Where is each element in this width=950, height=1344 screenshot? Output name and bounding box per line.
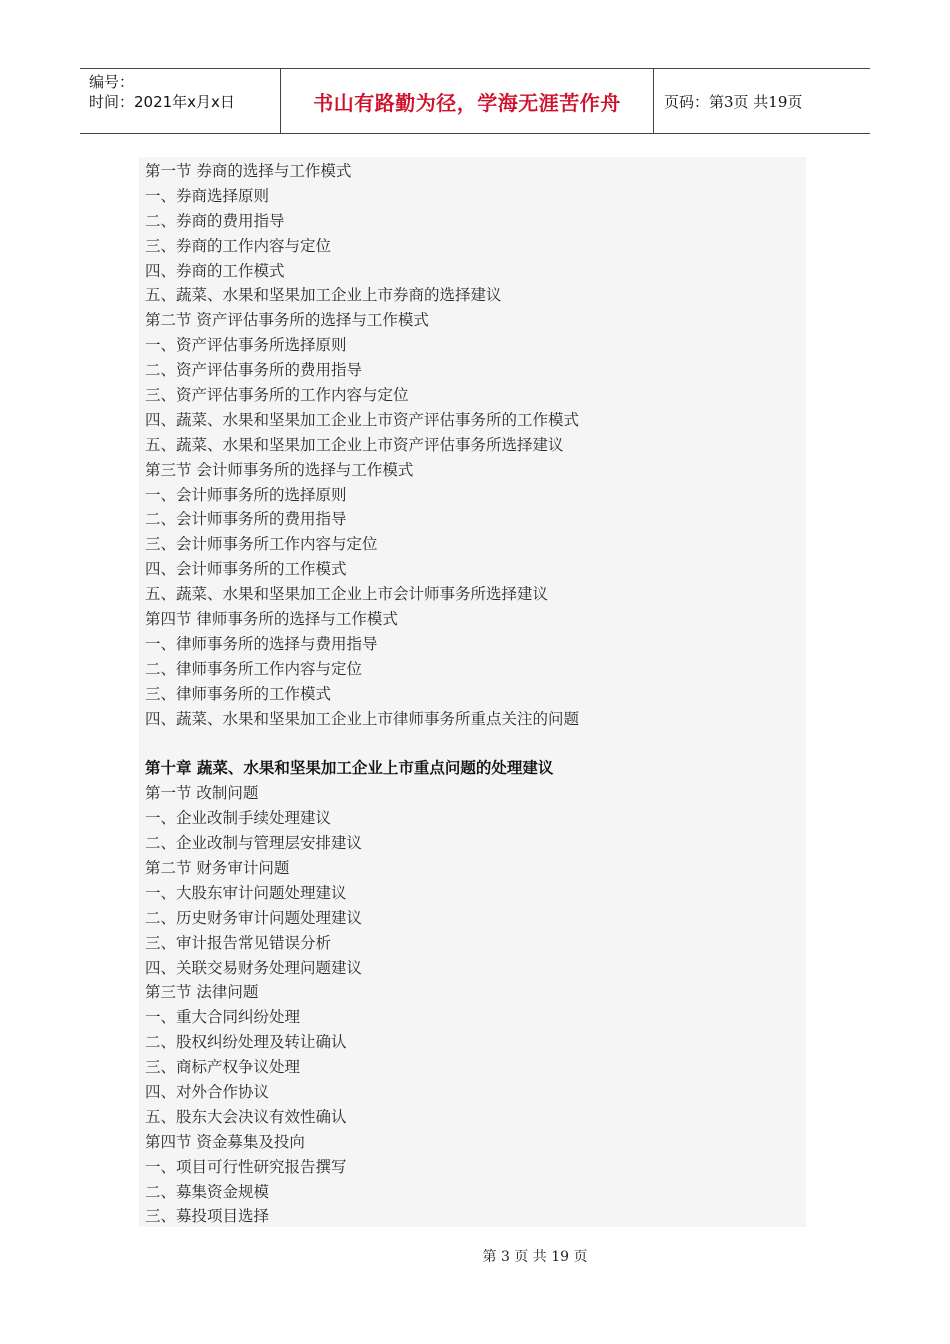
toc-item: 三、募投项目选择 xyxy=(145,1207,270,1226)
table-of-contents xyxy=(145,159,579,1229)
toc-item: 四、券商的工作模式 xyxy=(145,261,285,280)
toc-item: 四、蔬菜、水果和坚果加工企业上市资产评估事务所的工作模式 xyxy=(145,410,580,429)
toc-item: 二、历史财务审计问题处理建议 xyxy=(145,908,363,927)
toc-item: 一、企业改制手续处理建议 xyxy=(145,809,332,828)
toc-item: 第三节 法律问题 xyxy=(145,983,259,1002)
toc-item: 第三节 会计师事务所的选择与工作模式 xyxy=(145,460,414,479)
toc-item: 二、股权纠纷处理及转让确认 xyxy=(145,1033,347,1052)
toc-item: 一、大股东审计问题处理建议 xyxy=(145,883,347,902)
toc-item: 第四节 资金募集及投向 xyxy=(145,1132,305,1151)
toc-item: 一、律师事务所的选择与费用指导 xyxy=(145,634,378,653)
toc-item: 二、会计师事务所的费用指导 xyxy=(145,510,347,529)
toc-item: 第一节 券商的选择与工作模式 xyxy=(145,162,352,180)
toc-item: 三、审计报告常见错误分析 xyxy=(145,933,332,952)
toc-item: 一、会计师事务所的选择原则 xyxy=(145,485,347,504)
toc-item: 第四节 律师事务所的选择与工作模式 xyxy=(145,610,398,629)
page-footer: 第 3 页 共 19 页 xyxy=(482,1249,588,1265)
toc-spacer xyxy=(145,731,579,756)
toc-item: 四、关联交易财务处理问题建议 xyxy=(145,958,363,977)
header-page-info: 页码：第3页 共19页 xyxy=(664,92,803,111)
toc-item: 二、企业改制与管理层安排建议 xyxy=(145,834,363,853)
toc-item: 四、对外合作协议 xyxy=(145,1082,270,1101)
toc-item: 二、律师事务所工作内容与定位 xyxy=(145,659,363,678)
toc-item: 二、券商的费用指导 xyxy=(145,211,285,230)
toc-item: 五、股东大会决议有效性确认 xyxy=(145,1107,347,1126)
document-number-label: 编号： xyxy=(89,73,135,91)
toc-item: 三、券商的工作内容与定位 xyxy=(145,236,332,255)
toc-item: 三、资产评估事务所的工作内容与定位 xyxy=(145,386,409,405)
toc-item: 四、会计师事务所的工作模式 xyxy=(145,560,347,579)
page-header xyxy=(80,68,870,134)
toc-item: 三、律师事务所的工作模式 xyxy=(145,684,332,703)
toc-item: 一、重大合同纠纷处理 xyxy=(145,1008,301,1027)
toc-item: 五、蔬菜、水果和坚果加工企业上市资产评估事务所选择建议 xyxy=(145,435,564,454)
toc-item: 二、募集资金规模 xyxy=(145,1182,270,1201)
document-date: 时间：2021年x月x日 xyxy=(89,93,235,111)
toc-item: 一、券商选择原则 xyxy=(145,186,270,205)
toc-item: 五、蔬菜、水果和坚果加工企业上市会计师事务所选择建议 xyxy=(145,585,549,604)
toc-item: 第一节 改制问题 xyxy=(145,784,259,803)
header-meta xyxy=(80,69,281,133)
toc-item: 二、资产评估事务所的费用指导 xyxy=(145,361,363,380)
toc-item: 四、蔬菜、水果和坚果加工企业上市律师事务所重点关注的问题 xyxy=(145,709,580,728)
toc-item: 第二节 财务审计问题 xyxy=(145,858,290,877)
toc-item: 一、项目可行性研究报告撰写 xyxy=(145,1157,347,1176)
toc-item: 三、会计师事务所工作内容与定位 xyxy=(145,535,378,554)
header-motto: 书山有路勤为径，学海无涯苦作舟 xyxy=(281,69,654,133)
toc-chapter-heading: 第十章 蔬菜、水果和坚果加工企业上市重点问题的处理建议 xyxy=(145,758,554,778)
toc-item: 三、商标产权争议处理 xyxy=(145,1058,301,1077)
toc-item: 五、蔬菜、水果和坚果加工企业上市券商的选择建议 xyxy=(145,286,502,305)
toc-item: 一、资产评估事务所选择原则 xyxy=(145,336,347,355)
toc-item: 第二节 资产评估事务所的选择与工作模式 xyxy=(145,311,429,330)
